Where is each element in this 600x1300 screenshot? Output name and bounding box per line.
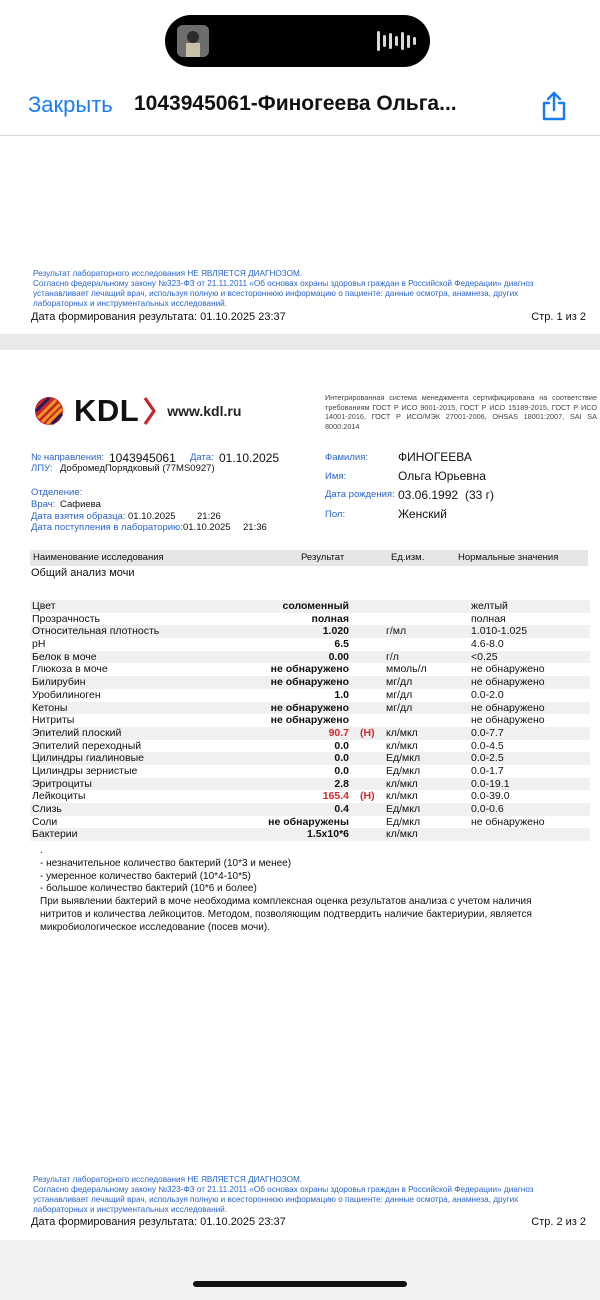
disclaimer-line: лабораторных и инструментальных исследований.: [33, 1205, 228, 1214]
test-unit: мг/дл: [386, 688, 413, 701]
note-line: - умеренное количество бактерий (10*4-10*5): [40, 870, 251, 882]
reference-range: не обнаружено: [471, 663, 545, 676]
test-unit: ммоль/л: [386, 663, 427, 676]
test-unit: Ед/мкл: [386, 752, 421, 765]
page2-disclaimer: [33, 1175, 573, 1215]
test-unit: кл/мкл: [386, 739, 418, 752]
results-table-header: [30, 550, 588, 566]
table-row: [30, 651, 590, 664]
note-line: - незначительное количество бактерий (10*3 и менее): [40, 857, 292, 869]
test-name: pH: [32, 638, 46, 651]
name-label: Имя:: [325, 471, 347, 482]
test-result: 1.0: [334, 688, 349, 701]
lpu-label: ЛПУ:: [31, 463, 53, 474]
table-row: [30, 803, 590, 816]
document-title: 1043945061-Финогеева Ольга...: [134, 92, 457, 115]
close-button[interactable]: Закрыть: [28, 92, 113, 117]
bottom-bar: [0, 1240, 600, 1300]
test-result: 2.8: [334, 777, 349, 790]
reference-range: не обнаружено: [471, 815, 545, 828]
sample-date-label: Дата взятия образца:: [31, 511, 126, 522]
reference-range: не обнаружено: [471, 714, 545, 727]
test-name: Уробилиноген: [32, 688, 101, 701]
chevron-logo-icon: [143, 396, 157, 426]
table-row: [30, 613, 590, 626]
reference-range: не обнаружено: [471, 676, 545, 689]
lpu-value: ДобромедПорядковый (77MS0927): [60, 463, 215, 474]
disclaimer-line: лабораторных и инструментальных исследований.: [33, 299, 228, 308]
sample-date-value: 01.10.2025: [128, 511, 176, 522]
table-row: [30, 752, 590, 765]
reference-range: 0.0-19.1: [471, 777, 510, 790]
test-result: 0.00: [328, 650, 349, 663]
reference-range: <0.25: [471, 650, 498, 663]
reference-range: полная: [471, 612, 506, 625]
page-separator: [0, 334, 600, 350]
reference-range: 0.0-0.6: [471, 803, 504, 815]
reference-range: 0.0-39.0: [471, 790, 510, 803]
test-result: полная: [311, 612, 349, 625]
test-name: Кетоны: [32, 701, 68, 714]
sex-label: Пол:: [325, 509, 346, 520]
test-result: не обнаружено: [270, 676, 349, 689]
table-row: [30, 663, 590, 676]
page1-footer-date: Дата формирования результата: 01.10.2025 23:37: [31, 311, 286, 323]
test-unit: мг/дл: [386, 676, 413, 689]
table-row: [30, 714, 590, 727]
disclaimer-line: Результат лабораторного исследования НЕ ЯВЛЯЕТСЯ ДИАГНОЗОМ.: [33, 1175, 303, 1184]
test-name: Белок в моче: [32, 650, 97, 663]
reference-range: 0.0-4.5: [471, 739, 504, 752]
page1-page-number: Стр. 1 из 2: [531, 311, 586, 323]
reference-range: 4.6-8.0: [471, 638, 504, 651]
kdl-logo: [34, 393, 241, 429]
test-unit: кл/мкл: [386, 828, 418, 841]
test-name: Соли: [32, 815, 58, 828]
test-result: 0.0: [334, 739, 349, 752]
result-flag: (H): [360, 790, 375, 803]
sex-value: Женский: [398, 507, 447, 521]
bacteria-note: [40, 845, 570, 935]
reference-range: 0.0-7.7: [471, 726, 504, 739]
disclaimer-line: Согласно федеральному закону №323-ФЗ от 21.11.2011 «Об основах охраны здоровья граждан в Российской Федерации» диагноз: [33, 1185, 534, 1194]
certification-text: Интегрированная система менеджмента сертифицирована на соответствие требованиям ГОСТ Р ИСО 9001-2015, ГОСТ Р ИСО 15189-2015, ГОСТ Р ИСО 14001-2016, ГОСТ Р ИСО/МЭК 27001-2006, OHSAS 18001:2007, SAI SA 8000:2014: [325, 393, 597, 431]
column-header: Наименование исследования: [33, 552, 164, 563]
result-flag: (H): [360, 726, 375, 739]
disclaimer-line: устанавливает лечащий врач, используя полную и всестороннюю информацию о пациенте: данные осмотра, анамнеза, других: [33, 289, 519, 298]
share-icon[interactable]: [538, 90, 570, 122]
test-result: 90.7: [328, 726, 349, 739]
test-result: не обнаружено: [270, 701, 349, 714]
test-unit: кл/мкл: [386, 790, 418, 803]
reference-range: не обнаружено: [471, 701, 545, 714]
test-unit: Ед/мкл: [386, 803, 421, 815]
table-row: [30, 727, 590, 740]
kdl-logo-icon: [34, 396, 70, 426]
surname-label: Фамилия:: [325, 452, 368, 463]
date-label: Дата:: [190, 452, 214, 463]
reference-range: желтый: [471, 600, 508, 612]
test-unit: мг/дл: [386, 701, 413, 714]
table-row: [30, 740, 590, 753]
note-line: - большое количество бактерий (10*6 и более): [40, 883, 257, 895]
age-value: (33 г): [465, 488, 495, 502]
sample-time-value: 21:26: [197, 511, 221, 522]
birth-date-value: 03.06.1992: [398, 488, 459, 502]
page2-footer-date: Дата формирования результата: 01.10.2025 23:37: [31, 1216, 286, 1228]
test-name: Цвет: [32, 600, 56, 612]
test-name: Лейкоциты: [32, 790, 86, 803]
page1-disclaimer: [33, 269, 573, 309]
doctor-value: Сафиева: [60, 499, 101, 510]
disclaimer-line: Результат лабораторного исследования НЕ ЯВЛЯЕТСЯ ДИАГНОЗОМ.: [33, 269, 303, 278]
test-name: Относительная плотность: [32, 625, 160, 638]
note-line: При выявлении бактерий в моче необходима комплексная оценка результатов анализа с учетом наличия нитритов и количества лейкоцитов. Методом, позволяющим подтвердить наличие бактериурии, является микробиологическое исследование (посев мочи).: [40, 896, 532, 933]
test-unit: Ед/мкл: [386, 764, 421, 777]
test-result: 0.0: [334, 764, 349, 777]
test-unit: г/л: [386, 650, 399, 663]
direction-label: № направления:: [31, 452, 105, 463]
table-row: [30, 816, 590, 829]
reference-range: 1.010-1.025: [471, 625, 528, 638]
test-result: 165.4: [322, 790, 349, 803]
date-value: 01.10.2025: [219, 451, 280, 465]
reference-range: 0.0-2.0: [471, 688, 504, 701]
table-row: [30, 625, 590, 638]
table-row: [30, 828, 590, 841]
test-name: Билирубин: [32, 676, 86, 689]
test-name: Эритроциты: [32, 777, 92, 790]
birth-date-label: Дата рождения:: [325, 489, 395, 500]
test-result: 0.0: [334, 752, 349, 765]
results-table-body: [30, 600, 590, 841]
logo-url: www.kdl.ru: [167, 403, 242, 419]
test-result: 0.4: [334, 803, 349, 815]
column-header: Нормальные значения: [458, 552, 559, 563]
direction-value: 1043945061: [109, 451, 176, 465]
navigation-bar: [0, 78, 600, 136]
name-value: Ольга Юрьевна: [398, 469, 486, 483]
test-unit: кл/мкл: [386, 777, 418, 790]
note-line: .: [40, 845, 43, 856]
test-unit: кл/мкл: [386, 726, 418, 739]
test-result: не обнаружено: [270, 714, 349, 727]
page2-page-number: Стр. 2 из 2: [531, 1216, 586, 1228]
table-row: [30, 790, 590, 803]
surname-value: ФИНОГЕЕВА: [398, 450, 472, 464]
test-name: Цилиндры гиалиновые: [32, 752, 144, 765]
reference-range: 0.0-1.7: [471, 764, 504, 777]
album-art-icon: [177, 25, 209, 57]
test-result: 1.5x10*6: [306, 828, 349, 841]
test-name: Прозрачность: [32, 612, 101, 625]
test-result: 1.020: [322, 625, 349, 638]
test-name: Эпителий переходный: [32, 739, 142, 752]
column-header: Результат: [301, 552, 345, 563]
table-row: [30, 689, 590, 702]
table-row: [30, 600, 590, 613]
dynamic-island[interactable]: [165, 15, 430, 67]
test-name: Эпителий плоский: [32, 726, 122, 739]
test-result: не обнаружено: [270, 663, 349, 676]
test-result: 6.5: [334, 638, 349, 651]
test-name: Глюкоза в моче: [32, 663, 108, 676]
test-name: Бактерии: [32, 828, 78, 841]
table-row: [30, 778, 590, 791]
test-result: соломенный: [282, 600, 349, 612]
test-name: Цилиндры зернистые: [32, 764, 138, 777]
test-unit: г/мл: [386, 625, 407, 638]
doctor-label: Врач:: [31, 499, 56, 510]
audio-wave-icon: [377, 30, 416, 52]
test-name: Слизь: [32, 803, 62, 815]
logo-text: KDL: [74, 393, 140, 428]
test-name: Нитриты: [32, 714, 75, 727]
received-date-label: Дата поступления в лабораторию:: [31, 522, 183, 533]
table-row: [30, 702, 590, 715]
disclaimer-line: Согласно федеральному закону №323-ФЗ от 21.11.2011 «Об основах охраны здоровья граждан в Российской Федерации» диагноз: [33, 279, 534, 288]
table-row: [30, 676, 590, 689]
home-indicator[interactable]: [193, 1281, 407, 1287]
test-result: не обнаружены: [268, 815, 349, 828]
test-unit: Ед/мкл: [386, 815, 421, 828]
received-date-value: 01.10.2025: [183, 522, 231, 533]
table-row: [30, 765, 590, 778]
received-time-value: 21:36: [243, 522, 267, 533]
table-row: [30, 638, 590, 651]
section-title: Общий анализ мочи: [31, 567, 135, 579]
reference-range: 0.0-2.5: [471, 752, 504, 765]
column-header: Ед.изм.: [391, 552, 425, 563]
disclaimer-line: устанавливает лечащий врач, используя полную и всестороннюю информацию о пациенте: данные осмотра, анамнеза, других: [33, 1195, 519, 1204]
department-label: Отделение:: [31, 487, 83, 498]
